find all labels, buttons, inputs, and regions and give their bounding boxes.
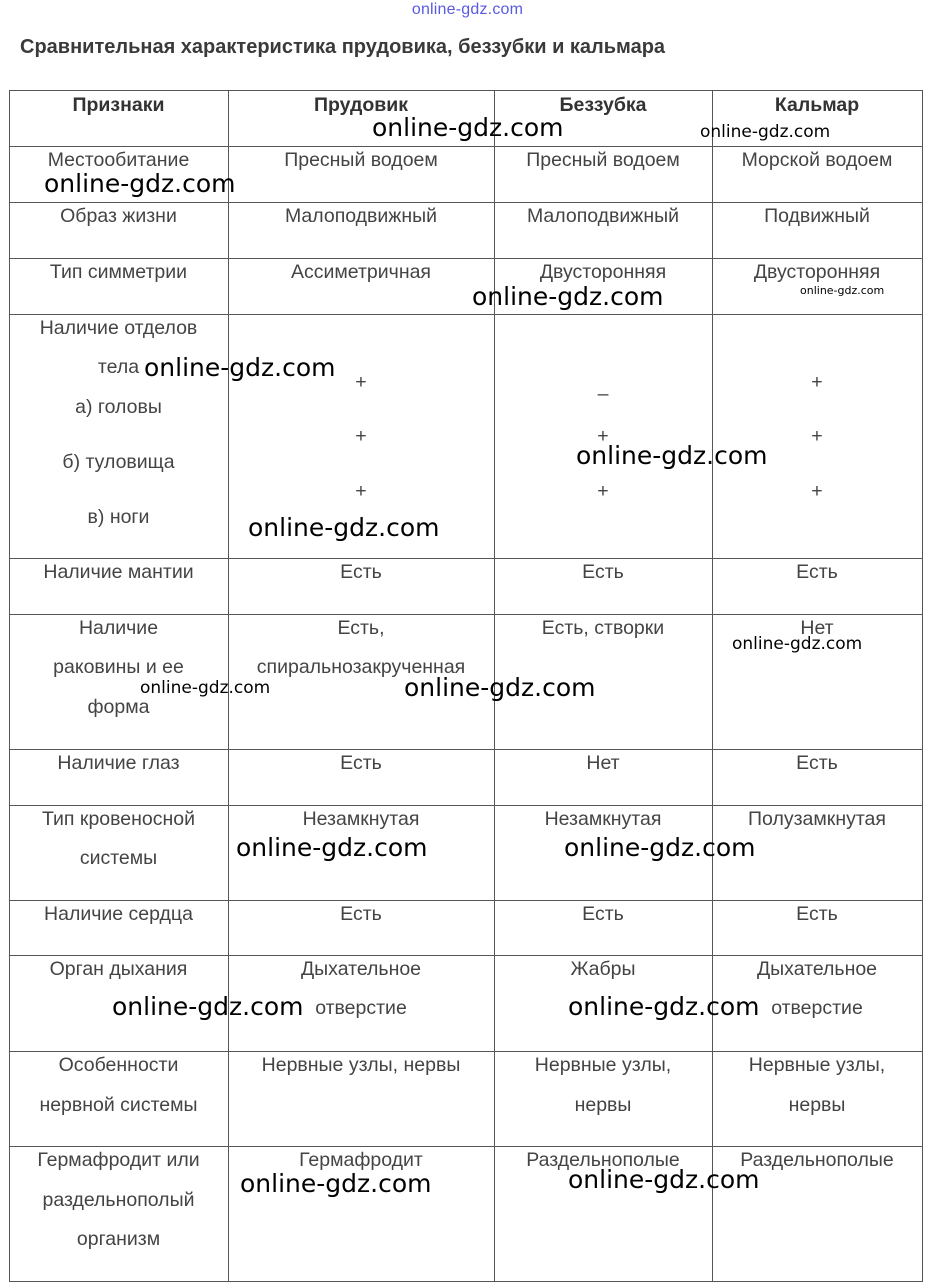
cell-prudovik-head: + [355,371,367,393]
label-symmetry: Тип симметрии [49,261,188,283]
watermark: online-gdz.com [568,1165,760,1194]
watermark: online-gdz.com [700,122,831,142]
cell-bezzubka-nervous-2: нервы [574,1094,632,1116]
watermark: online-gdz.com [568,992,760,1021]
header-prudovik: Прудовик [313,94,409,116]
cell-prudovik-trunk: + [355,425,367,447]
watermark: online-gdz.com [472,282,664,311]
label-nervous: Особенности [58,1054,179,1076]
label-shell-3: форма [87,696,150,718]
label-nervous-2: нервной системы [39,1094,198,1116]
cell-bezzubka-reproduction: Раздельнополые [526,1149,680,1171]
cell-prudovik-eyes: Есть [340,752,382,774]
cell-bezzubka-shell: Есть, створки [541,617,665,639]
cell-prudovik-reproduction: Гермафродит [299,1149,423,1171]
watermark: online-gdz.com [732,634,863,654]
watermark: online-gdz.com [404,673,596,702]
watermark: online-gdz.com [236,833,428,862]
label-part-trunk: б) туловища [62,451,175,473]
label-reproduction: Гермафродит или [37,1149,200,1171]
cell-bezzubka-eyes: Нет [586,752,620,774]
label-part-head: а) головы [75,396,162,418]
site-link[interactable]: online-gdz.com [411,1,524,18]
cell-prudovik-circulatory: Незамкнутая [302,808,420,830]
cell-kalmar-foot: + [811,480,823,502]
cell-bezzubka-nervous: Нервные узлы, [534,1054,672,1076]
label-body-parts: Наличие отделов [39,317,198,339]
cell-prudovik-shell: Есть, [337,617,385,639]
cell-bezzubka-symmetry: Двусторонняя [539,261,667,283]
watermark: online-gdz.com [564,833,756,862]
cell-kalmar-shell: Нет [800,617,834,639]
cell-bezzubka-heart: Есть [582,903,624,925]
watermark: online-gdz.com [112,992,304,1021]
cell-bezzubka-head: – [597,383,609,405]
label-mantle: Наличие мантии [43,561,194,583]
cell-kalmar-reproduction: Раздельнополые [740,1149,894,1171]
table-border [9,1281,923,1282]
header-priznaki: Признаки [72,94,165,116]
label-circulatory-2: системы [79,847,158,869]
label-body-parts-2: тела [97,356,140,378]
label-lifestyle: Образ жизни [60,205,177,227]
cell-prudovik-symmetry: Ассиметричная [290,261,431,283]
watermark: online-gdz.com [372,113,564,142]
label-part-foot: в) ноги [87,506,150,528]
label-heart: Наличие сердца [44,903,193,925]
watermark: online-gdz.com [800,284,885,297]
label-eyes: Наличие глаз [57,752,180,774]
cell-kalmar-trunk: + [811,425,823,447]
cell-kalmar-eyes: Есть [796,752,838,774]
cell-prudovik-lifestyle: Малоподвижный [284,205,438,227]
cell-bezzubka-circulatory: Незамкнутая [544,808,662,830]
label-reproduction-3: организм [76,1228,161,1250]
watermark: online-gdz.com [240,1169,432,1198]
cell-prudovik-heart: Есть [340,903,382,925]
table-border [922,90,923,1282]
watermark: online-gdz.com [140,678,271,698]
watermark: online-gdz.com [144,353,336,382]
cell-prudovik-habitat: Пресный водоем [284,149,438,171]
watermark: online-gdz.com [576,441,768,470]
label-habitat: Местообитание [47,149,190,171]
header-kalmar: Кальмар [774,94,860,116]
cell-kalmar-lifestyle: Подвижный [764,205,870,227]
cell-kalmar-mantle: Есть [796,561,838,583]
watermark: online-gdz.com [44,169,236,198]
cell-kalmar-nervous-2: нервы [788,1094,846,1116]
cell-kalmar-nervous: Нервные узлы, [748,1054,886,1076]
cell-bezzubka-trunk: + [597,425,609,447]
page-title: Сравнительная характеристика прудовика, беззубки и кальмара [20,36,666,58]
cell-prudovik-respiration-2: отверстие [315,997,407,1019]
cell-prudovik-foot: + [355,480,367,502]
cell-prudovik-nervous: Нервные узлы, нервы [261,1054,461,1076]
cell-kalmar-respiration: Дыхательное [756,958,878,980]
label-shell-2: раковины и ее [53,656,184,678]
cell-bezzubka-mantle: Есть [582,561,624,583]
header-bezzubka: Беззубка [559,94,647,116]
cell-prudovik-respiration: Дыхательное [300,958,422,980]
cell-kalmar-symmetry: Двусторонняя [753,261,881,283]
watermark: online-gdz.com [248,513,440,542]
cell-prudovik-mantle: Есть [340,561,382,583]
cell-bezzubka-respiration: Жабры [570,958,636,980]
cell-kalmar-circulatory: Полузамкнутая [748,808,886,830]
label-reproduction-2: раздельнополый [42,1189,195,1211]
cell-kalmar-respiration-2: отверстие [771,997,863,1019]
cell-prudovik-shell-2: спиральнозакрученная [256,656,466,678]
label-circulatory: Тип кровеносной [41,808,195,830]
cell-kalmar-habitat: Морской водоем [741,149,893,171]
cell-kalmar-heart: Есть [796,903,838,925]
label-shell: Наличие [78,617,159,639]
label-respiration: Орган дыхания [49,958,188,980]
cell-kalmar-head: + [811,371,823,393]
cell-bezzubka-lifestyle: Малоподвижный [526,205,680,227]
cell-bezzubka-habitat: Пресный водоем [526,149,680,171]
cell-bezzubka-foot: + [597,480,609,502]
